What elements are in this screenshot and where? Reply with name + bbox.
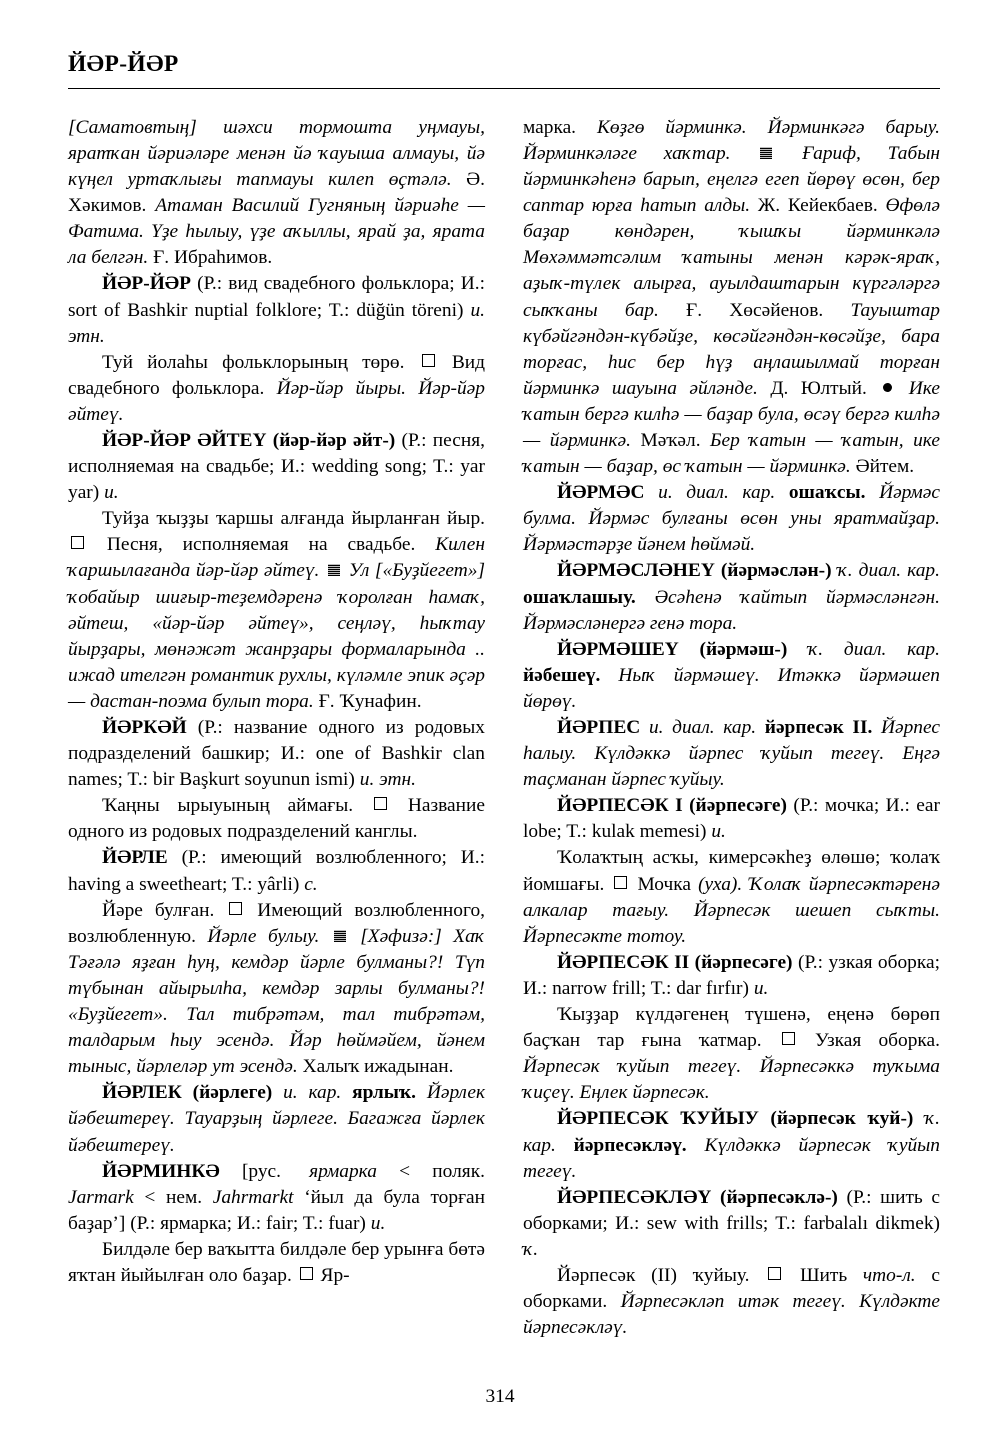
right-column: [523, 115, 940, 1341]
definition-bashkir: Йәрпесәк (II) ҡуйыу.: [557, 1264, 750, 1286]
citation-source-3: Д. Юлтый.: [770, 377, 867, 399]
headword: ЙӘРЛЕ: [102, 847, 168, 869]
entry-yarlek: [68, 1080, 485, 1158]
citation-source: Ғ. Ҡунафин.: [318, 690, 422, 712]
entry-yar-yar-definition: [68, 350, 485, 428]
examples: Йәрпесәкләп итәк тегеү. Күлдәкте йәрпесәкләү.: [523, 1291, 940, 1339]
cross-reference: ошаҡсы.: [788, 482, 866, 504]
entry-yarmaslanew: [523, 558, 940, 636]
examples: Йәрле булыу.: [207, 925, 320, 947]
headword-stem: (йәрпесәк ҡуй-): [770, 1108, 914, 1130]
gloss-paren: (Р.: песня, исполняемая на свадьбе; И.: wedding song; T.: yar yar): [68, 429, 485, 504]
open-square-marker: [229, 902, 242, 915]
citation-quote-2: Атаман Василий Гугняның йәриәһе — Фатима. Үҙе һылыу, үҙе аҡыллы, ярай ҙа, ярата ла белгән.: [68, 195, 485, 269]
citation-quote-2: Өфөлә баҙар көндәрен, ҡышҡы йәрминкәлә Мөхәммәтсәлим ҡатыны менән кәрәк-яраҡ, аҙыҡ-түлек алырға, ауылдаштарын күргәләргә сыҡҡаны бар.: [523, 195, 940, 321]
open-square-marker: [768, 1267, 781, 1280]
headword: ЙӘРЛЕК: [102, 1082, 182, 1104]
gloss-paren: (Р.: узкая оборка; И.: narrow frill; T.: dar fırfır): [523, 951, 940, 999]
etymology-term-2: Jarmark: [68, 1186, 134, 1208]
open-square-marker: [614, 876, 627, 889]
citation-quote: [Хәфизә:] Хаҡ Тәғәлә яҙған һуң, кемдәр йәрле булманы?! Түп түбынан айырылһа, кемдәр зарлы булманы?!: [68, 925, 485, 999]
citation-source: «Буҙйегет».: [68, 1004, 168, 1026]
grammar-label: и. этн.: [68, 299, 485, 347]
entry-yarpesak-kuyiw: [523, 1106, 940, 1184]
etymology-term-1: ярмарка: [309, 1160, 377, 1182]
examples: Йәрлек йәбештереү. Тауарҙың йәрлеге. Багажға йәрлек йәбештереү.: [68, 1082, 486, 1156]
definition-russian-start: Яр-: [320, 1264, 350, 1286]
citation-quote: [Саматовтың] шәхси тормошта уңмауы, яратҡан йәриәләре менән йә ҡауыша алмауы, йә күңел уртаҡлығы тапмауы килеп өҫтәлә.: [68, 116, 485, 191]
citation-source: Ә. Хәкимов.: [68, 169, 485, 217]
entry-yarpes: [523, 715, 940, 793]
definition-bashkir: Ҡаңны ырыуының аймағы.: [102, 795, 354, 817]
definition-russian: Песня, исполняемая на свадьбе.: [106, 534, 416, 556]
entry-yarmashew: [523, 637, 940, 715]
open-square-marker: [71, 536, 84, 549]
entry-yarminka-definition: [68, 1237, 485, 1289]
entry-yarpesak-1-definition: [523, 845, 940, 949]
etymology-open: [рус.: [241, 1160, 281, 1182]
etymology-close: ‘йыл да була торған баҙар’]: [68, 1186, 486, 1234]
definition-bashkir: Ҡыҙҙар күлдәгенең түшенә, еңенә бөрөп баҫҡан тар ғына ҡатмар.: [523, 1004, 940, 1052]
headword: ЙӘРМӘСЛӘНЕҮ: [557, 560, 715, 582]
cross-reference: ошаҡлашыу.: [523, 586, 636, 608]
two-column-body: [68, 115, 940, 1341]
grammar-label: и. этн.: [359, 769, 416, 791]
entry-yarpesaklaw: [523, 1185, 940, 1263]
grammar-label: и.: [370, 1212, 386, 1234]
headword: ЙӘРКӘЙ: [102, 717, 187, 738]
cross-reference: йәрпесәк II.: [764, 717, 873, 738]
headword: ЙӘРМӘШЕҮ: [557, 638, 679, 660]
citation-source-2: Ғ. Ибраһимов.: [153, 247, 273, 269]
entry-yarpesak-2: [523, 950, 940, 1002]
examples: Килен ҡаршылағанда йәр-йәр әйтеү.: [68, 534, 485, 582]
headword-stem: (йәрпесәге): [694, 951, 793, 973]
gloss-paren: (Р.: ярмарка; И.: fair; T.: fuar): [130, 1212, 366, 1234]
definition-bashkir: Туй йолаһы фольклорының төрө.: [102, 351, 405, 373]
hatched-square-marker: [334, 930, 346, 942]
definition-bashkir: Ҡолаҡтың асҡы, кимерсәкһеҙ өлөшө; ҡолаҡ йомшағы.: [523, 847, 940, 895]
citation-quote-3: Тауыштар күбәйгәндән-күбәйҙе, көсәйгәндән-көсәйҙе, бара торғас, һис бер һүҙ аңлашылмай торған йәрминкә шауына әйләнде.: [523, 299, 940, 399]
citation-source-2: Ғ. Хөсәйенов.: [686, 299, 824, 321]
grammar-label: ҡ.: [523, 1238, 539, 1260]
headword: ЙӘРМИНКӘ: [102, 1160, 220, 1182]
headword: ЙӘР-ЙӘР ӘЙТЕҮ: [102, 429, 267, 451]
grammar-label: ҡ. диал. кар.: [808, 638, 940, 660]
hatched-square-marker: [760, 147, 772, 159]
definition-russian: Имеющий возлюбленного, возлюбленную.: [68, 899, 485, 947]
filled-circle-marker: [883, 383, 892, 392]
definition-russian-qualifier: что-л.: [862, 1264, 916, 1286]
headword-stem: (йәрмәслән-): [720, 560, 832, 582]
etymology-term-3: Jahrmarkt: [212, 1186, 294, 1208]
cross-reference: йәбешеү.: [523, 664, 601, 686]
headword: ЙӘРПЕСӘК II: [557, 951, 690, 973]
grammar-label: ҡ. кар.: [523, 1108, 940, 1156]
proverb-source-2: Әйтем.: [855, 456, 915, 478]
grammar-label: ҡ. диал. кар.: [837, 560, 940, 582]
entry-yarle-definition: [68, 898, 485, 1081]
citation-quote: Ул [«Буҙйегет»] ҡобайыр шиғыр-теҙемдәренә ҡоролған һамаҡ, әйтеш, «йәр-йәр әйтеү», сеңләү, һыҡтау йырҙары, мөнәжәт жанрҙары формаларында .. ижад ителгән романтик рухлы, күләмле эпик әҫәр — дастан-поэма булып тора.: [68, 560, 486, 712]
definition-russian: Вид свадебного фольклора.: [68, 351, 486, 399]
definition-russian-end: марка.: [523, 116, 577, 138]
grammar-label: и. диал. кар.: [648, 717, 757, 738]
entry-yarkay-definition: [68, 793, 485, 845]
definition-russian-b: с оборками.: [523, 1264, 940, 1313]
gloss-paren: (Р.: мочка; И.: ear lobe; T.: kulak memesi): [523, 795, 940, 843]
examples: Ныҡ йәрмәшеү. Итәккә йәрмәшеп йөрөү.: [523, 664, 940, 712]
grammar-label: и.: [753, 977, 769, 999]
citation-source-2: Халыҡ ижадынан.: [302, 1056, 454, 1078]
entry-yar-yar-aytew: [68, 428, 485, 506]
cross-reference: ярлыҡ.: [352, 1082, 416, 1104]
definition-bashkir: Туйҙа ҡыҙҙы ҡаршы алғанда йырланған йыр.: [102, 508, 485, 530]
etymology-mid-1: < поляк.: [399, 1160, 485, 1182]
grammar-label: и.: [104, 482, 119, 504]
headword-stem: (йәрмәш-): [699, 638, 788, 660]
citation-quote-1: Ғариф, Табын йәрминкәһенә барып, еңелгә егеп йөрөү өсөн, бер саптар юрға һатып алды.: [523, 142, 940, 217]
definition-bashkir: Билдәле бер ваҡытта билдәле бер урынға бөтә яҡтан йыйылған оло баҙар.: [68, 1238, 485, 1286]
headword: ЙӘРПЕСӘК ҠУЙЫУ: [557, 1108, 759, 1130]
examples: Йәрпес һалыу. Күлдәккә йәрпес ҡуйып тегеү. Еңгә таҫманан йәрпес ҡуйыу.: [523, 717, 940, 791]
entry-yar-yar-aytew-definition: [68, 506, 485, 715]
citation-source-1: Ж. Кейекбаев.: [757, 195, 878, 217]
examples: Йәр-йәр йыры. Йәр-йәр әйтеү.: [68, 377, 485, 425]
entry-yarpesaklaw-definition: [523, 1263, 940, 1341]
page-number: 314: [485, 1386, 515, 1407]
running-head: ЙӘР-ЙӘР: [68, 51, 179, 77]
open-square-marker: [782, 1032, 795, 1045]
proverb-1: Ике ҡатын бергә килһә — баҙар була, өсәү бергә килһә — йәрминкә.: [523, 377, 940, 451]
hatched-square-marker: [328, 564, 340, 576]
examples: Көҙгө йәрминкә. Йәрминкәгә барыу. Йәрминкәләге хаҡтар.: [523, 116, 940, 164]
cross-reference: йәрпесәкләү.: [573, 1134, 687, 1156]
open-square-marker: [422, 354, 435, 367]
entry-yarpesak-2-definition: [523, 1002, 940, 1106]
examples: Йәрпесәк ҡуйып тегеү. Йәрпесәккә туҡыма ҡиҫеү. Еңлек йәрпесәк.: [523, 1056, 940, 1104]
entry-yar-yar: [68, 271, 485, 349]
headword: ЙӘР-ЙӘР: [102, 273, 191, 295]
examples: Күлдәккә йәрпесәк ҡуйып тегеү.: [523, 1134, 940, 1182]
entry-yarminka-continued: [523, 115, 940, 480]
etymology-mid-2: < нем.: [144, 1186, 203, 1208]
definition-russian-qualifier: (уха).: [698, 873, 743, 895]
headword-stem: (йәрпесәге): [689, 795, 787, 817]
definition-russian: Название одного из родовых подразделений канглы.: [68, 795, 485, 843]
open-square-marker: [374, 797, 387, 810]
gloss-paren: (Р.: вид свадебного фольклора; И.: sort of Bashkir nuptial folklore; T.: düğün töreni): [68, 273, 485, 321]
citation-quote-2: Тал тибрәтәм, тал тибрәтәм, талдарым һыу эсендә. Йәр һөймәйем, йәнем тыныс, йәрлеләр ут эсендә.: [68, 1004, 485, 1078]
definition-bashkir: Йәре булған.: [102, 899, 215, 921]
headword: ЙӘРПЕСӘКЛӘҮ: [557, 1186, 712, 1208]
header-rule: [68, 88, 940, 89]
gloss-paren: (Р.: название одного из родовых подразделений башкир; И.: one of Bashkir clan names; T.: bir Başkurt soyunun ismi): [68, 717, 485, 791]
gloss-paren: (Р.: имеющий возлюбленного; И.: having a sweetheart; T.: yârli): [68, 847, 485, 895]
examples: Ҡолаҡ йәрпесәктәренә алкалар тағыу. Йәрпесәк шешеп сыҡты. Йәрпесәкте тотоу.: [523, 873, 940, 947]
headword-stem: (йәрпесәклә-): [720, 1186, 838, 1208]
headword: ЙӘРМӘС: [557, 482, 645, 504]
proverb-2: Бер ҡатын — ҡатын, ике ҡатын — баҙар, өс ҡатын — йәрминкә.: [523, 429, 940, 478]
gloss-paren: (Р.: шить с оборками; И.: sew with frills; T.: farbalalı dikmek): [523, 1186, 940, 1234]
grammar-label: с.: [304, 873, 318, 895]
citation-paragraph: [68, 115, 485, 272]
headword: ЙӘРПЕС: [557, 717, 641, 738]
headword-stem: (йәрлеге): [192, 1082, 273, 1104]
entry-yarkay: [68, 715, 485, 793]
entry-yarpesak-1: [523, 793, 940, 845]
definition-russian: Узкая оборка.: [814, 1030, 940, 1052]
headword: ЙӘРПЕСӘК I: [557, 795, 683, 817]
entry-yarminka: [68, 1159, 485, 1237]
examples: Йәрмәс булма. Йәрмәс булғаны өсөн уны яратмайҙар. Йәрмәстәрҙе йәнем һөймәй.: [523, 482, 940, 556]
left-column: [68, 115, 485, 1341]
proverb-source-1: Мәҡәл.: [640, 429, 701, 451]
grammar-label: и.: [711, 821, 726, 843]
grammar-label: и. диал. кар.: [658, 482, 776, 504]
definition-russian: Мочка: [637, 873, 691, 895]
headword-stem: (йәр-йәр әйт-): [272, 429, 396, 451]
open-square-marker: [300, 1267, 313, 1280]
examples: Әсәһенә ҡайтып йәрмәсләнгән. Йәрмәсләнергә генә тора.: [523, 586, 940, 634]
entry-yarle: [68, 845, 485, 897]
grammar-label: и. кар.: [283, 1082, 342, 1104]
definition-russian-a: Шить: [799, 1264, 848, 1286]
entry-yarmas: [523, 480, 940, 558]
